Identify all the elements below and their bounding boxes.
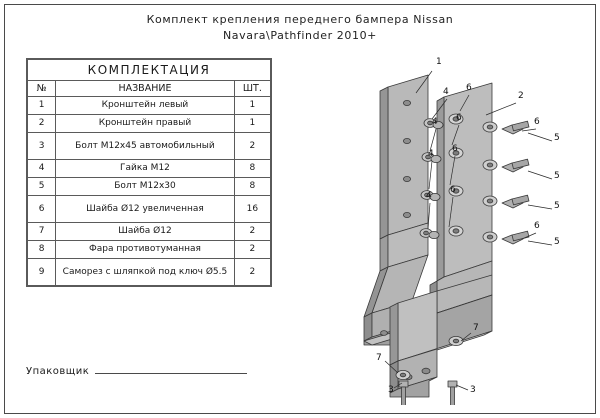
row-qty: 2 bbox=[234, 223, 270, 241]
row-qty: 8 bbox=[234, 160, 270, 178]
packer-label: Упаковщик bbox=[26, 366, 90, 377]
table-caption-row bbox=[28, 60, 271, 81]
row-number: 1 bbox=[28, 97, 56, 115]
row-number: 4 bbox=[28, 160, 56, 178]
row-number: 3 bbox=[28, 133, 56, 160]
row-qty: 16 bbox=[234, 196, 270, 223]
assembly-drawing bbox=[280, 45, 595, 405]
callout-19: 3 bbox=[388, 385, 394, 395]
callout-3: 4 bbox=[443, 87, 449, 97]
row-name: Болт М12х45 автомобильный bbox=[56, 133, 235, 160]
table-row bbox=[28, 97, 271, 115]
table-header-row bbox=[28, 81, 271, 97]
callout-11: 5 bbox=[554, 171, 560, 181]
callout-14: 6 bbox=[450, 185, 456, 195]
packer-field bbox=[26, 363, 247, 377]
callout-16: 5 bbox=[554, 237, 560, 247]
table-row bbox=[28, 241, 271, 259]
callout-9: 4 bbox=[428, 149, 434, 159]
table-row bbox=[28, 115, 271, 133]
callout-13: 4 bbox=[426, 191, 432, 201]
row-name: Кронштейн левый bbox=[56, 97, 235, 115]
row-number: 9 bbox=[28, 259, 56, 286]
callout-1: 1 bbox=[436, 57, 442, 67]
packer-signature-line bbox=[95, 363, 247, 374]
row-name: Шайба Ø12 увеличенная bbox=[56, 196, 235, 223]
row-qty: 2 bbox=[234, 133, 270, 160]
callout-8: 5 bbox=[554, 133, 560, 143]
table-row bbox=[28, 196, 271, 223]
row-name: Шайба Ø12 bbox=[56, 223, 235, 241]
callout-4: 6 bbox=[466, 83, 472, 93]
table-caption: КОМПЛЕКТАЦИЯ bbox=[28, 60, 271, 81]
callout-15: 6 bbox=[534, 221, 540, 231]
title-line-1: Комплект крепления переднего бампера Nissan bbox=[146, 13, 454, 26]
specification-table bbox=[26, 58, 272, 287]
row-number: 5 bbox=[28, 178, 56, 196]
page-title bbox=[0, 12, 600, 44]
callout-2: 2 bbox=[518, 91, 524, 101]
row-number: 2 bbox=[28, 115, 56, 133]
row-qty: 2 bbox=[234, 259, 270, 286]
callout-12: 5 bbox=[554, 201, 560, 211]
header-qty: ШТ. bbox=[234, 81, 270, 97]
table-row bbox=[28, 178, 271, 196]
row-name: Фара противотуманная bbox=[56, 241, 235, 259]
callout-7: 6 bbox=[534, 117, 540, 127]
row-qty: 1 bbox=[234, 97, 270, 115]
row-qty: 8 bbox=[234, 178, 270, 196]
table-row bbox=[28, 223, 271, 241]
callout-6: 6 bbox=[456, 113, 462, 123]
row-name: Гайка М12 bbox=[56, 160, 235, 178]
row-number: 8 bbox=[28, 241, 56, 259]
row-qty: 2 bbox=[234, 241, 270, 259]
row-qty: 1 bbox=[234, 115, 270, 133]
title-line-2: Navara\Pathfinder 2010+ bbox=[222, 29, 378, 42]
row-name: Саморез с шляпкой под ключ Ø5.5 bbox=[56, 259, 235, 286]
header-name: НАЗВАНИЕ bbox=[56, 81, 235, 97]
callout-5: 4 bbox=[432, 117, 438, 127]
row-name: Болт М12х30 bbox=[56, 178, 235, 196]
table-row bbox=[28, 133, 271, 160]
callout-18: 7 bbox=[376, 353, 382, 363]
header-number: № bbox=[28, 81, 56, 97]
callout-10: 6 bbox=[452, 144, 458, 154]
callout-20: 3 bbox=[470, 385, 476, 395]
row-name: Кронштейн правый bbox=[56, 115, 235, 133]
callout-17: 7 bbox=[473, 323, 479, 333]
table-row bbox=[28, 160, 271, 178]
table-row bbox=[28, 259, 271, 286]
row-number: 6 bbox=[28, 196, 56, 223]
row-number: 7 bbox=[28, 223, 56, 241]
